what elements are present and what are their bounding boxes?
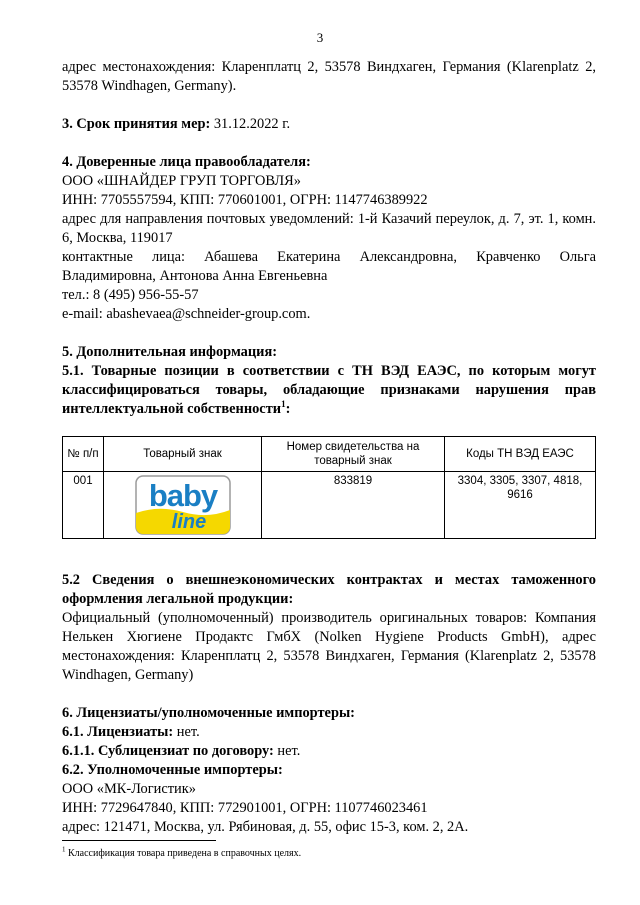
col-header-certificate: Номер свидетельства на товарный знак (262, 437, 445, 472)
section-4-title: 4. Доверенные лица правообладателя: (62, 154, 311, 170)
cell-num: 001 (63, 472, 104, 539)
footnote-divider (62, 840, 216, 841)
trustee-company: ООО «ШНАЙДЕР ГРУП ТОРГОВЛЯ» (62, 173, 301, 189)
babyline-logo (135, 475, 231, 535)
table-header-row (63, 437, 596, 472)
importer-company: ООО «МК-Логистик» (62, 781, 196, 797)
trustee-ids: ИНН: 7705557594, КПП: 770601001, ОГРН: 1147746389922 (62, 192, 428, 208)
table-row (63, 472, 596, 539)
footnote-text: Классификация товара приведена в справочных целях. (65, 848, 302, 859)
footnote-mark: 1 (62, 845, 66, 854)
footnote (62, 845, 302, 860)
cell-certificate: 833819 (262, 472, 445, 539)
cell-codes: 3304, 3305, 3307, 4818, 9616 (445, 472, 596, 539)
section-6-title: 6. Лицензиаты/уполномоченные импортеры: (62, 705, 355, 721)
trustee-postal-address: адрес для направления почтовых уведомлений: 1-й Казачий переулок, д. 7, эт. 1, комн. 6, Москва, 119017 (62, 211, 596, 246)
col-header-num: № п/п (63, 437, 104, 472)
section-6-2: 6.2. Уполномоченные импортеры: (62, 762, 283, 778)
section-5-title: 5. Дополнительная информация: (62, 344, 278, 360)
section-3-title: 3. Срок принятия мер: (62, 116, 211, 132)
col-header-trademark: Товарный знак (104, 437, 262, 472)
section-3-value: 31.12.2022 г. (210, 116, 291, 132)
importer-ids: ИНН: 7729647840, КПП: 772901001, ОГРН: 1107746023461 (62, 800, 428, 816)
section-5-2-text: Официальный (уполномоченный) производитель оригинальных товаров: Компания Нелькен Хюгиене Продактс ГмбХ (Nolken Hygiene Products GmbH), адрес местонахождения: Кларенплатц 2, 53578 Виндхаген, Германия (Klarenplatz 2, 53578 Windhagen, Germany) (62, 610, 596, 683)
logo-text-line: line (171, 511, 206, 533)
section-5-2-title: 5.2 Сведения о внешнеэкономических контрактах и местах таможенного оформления легальной продукции: (62, 572, 596, 607)
cell-trademark (104, 472, 262, 539)
trademark-table (62, 436, 596, 539)
section-6-1: 6.1. Лицензиаты: нет. (62, 724, 200, 740)
section-5-1: 5.1. Товарные позиции в соответствии с ТН ВЭД ЕАЭС, по которым могут классифицироваться товары, обладающие признаками нарушения прав интеллектуальной собственности$^1$: (62, 363, 596, 417)
section-3 (62, 115, 596, 134)
importer-address: адрес: 121471, Москва, ул. Рябиновая, д. 55, офис 15-3, ком. 2, 2А. (62, 819, 469, 835)
intro-address: адрес местонахождения: Кларенплатц 2, 53578 Виндхаген, Германия (Klarenplatz 2, 53578 Windhagen, Germany). (62, 59, 596, 94)
col-header-codes: Коды ТН ВЭД ЕАЭС (445, 437, 596, 472)
trustee-email: e-mail: abashevaea@schneider-group.com. (62, 306, 311, 322)
section-6-1-1: 6.1.1. Сублицензиат по договору: нет. (62, 743, 301, 759)
page-number: 3 (316, 30, 324, 45)
trustee-phone: тел.: 8 (495) 956-55-57 (62, 287, 199, 303)
footnote-ref: 1 (281, 399, 286, 410)
document-body (62, 58, 596, 837)
trustee-contacts: контактные лица: Абашева Екатерина Александровна, Кравченко Ольга Владимировна, Антонова Анна Евгеньевна (62, 249, 596, 284)
logo-text-baby: baby (148, 478, 217, 513)
